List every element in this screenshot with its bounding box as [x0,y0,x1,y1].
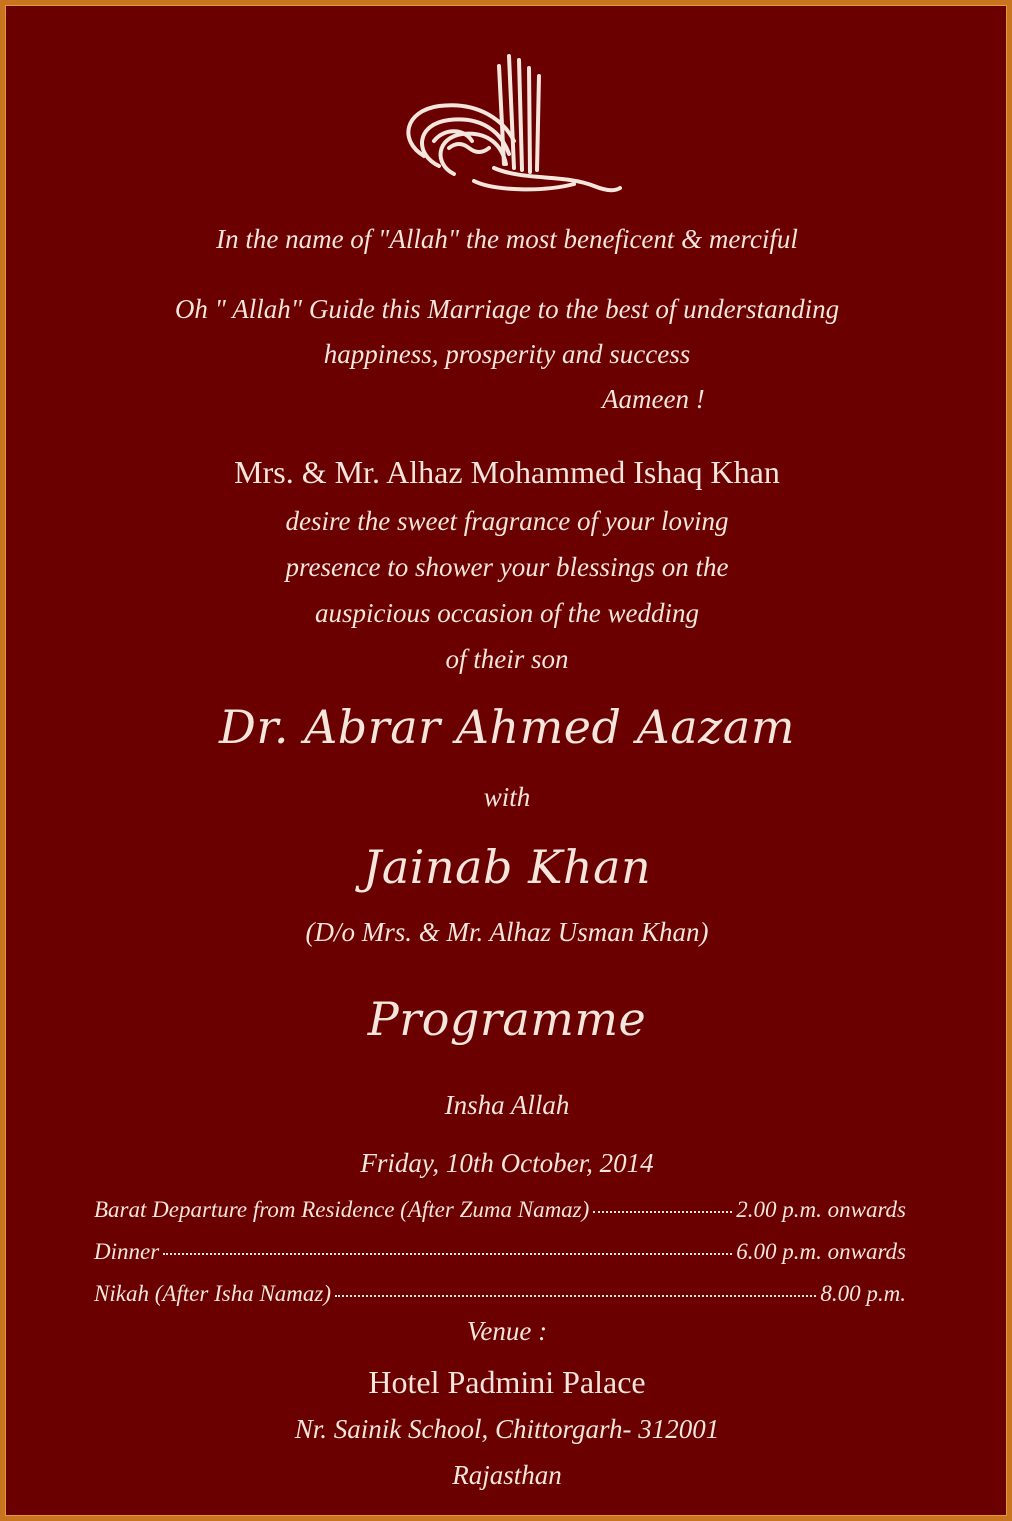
dot-leader [593,1188,732,1213]
bride-parents: (D/o Mrs. & Mr. Alhaz Usman Khan) [305,917,709,947]
programme-date: Friday, 10th October, 2014 [360,1148,654,1178]
invitation-card [5,5,1007,1516]
venue-state: Rajasthan [452,1460,562,1490]
venue-address: Nr. Sainik School, Chittorgarh- 312001 [294,1414,720,1444]
event-time: 6.00 p.m. onwards [736,1239,906,1264]
programme-row [94,1234,906,1263]
host-line-3: auspicious occasion of the wedding [315,598,699,628]
programme-heading: Programme [367,992,647,1046]
opening-line: In the name of "Allah" the most beneficent & merciful [216,224,798,254]
bride-name: Jainab Khan [362,840,652,894]
venue-label: Venue : [466,1316,548,1346]
groom-name: Dr. Abrar Ahmed Aazam [219,700,795,754]
host-names: Mrs. & Mr. Alhaz Mohammed Ishaq Khan [234,454,780,490]
event-name: Nikah (After Isha Namaz) [94,1281,332,1306]
host-line-4: of their son [445,644,569,674]
insha-allah-text: Insha Allah [444,1090,570,1120]
prayer-line-1: Oh " Allah" Guide this Marriage to the best of understanding [174,294,840,324]
event-name: Barat Departure from Residence (After Zuma Namaz) [94,1197,590,1222]
event-time: 8.00 p.m. [820,1281,906,1306]
event-time: 2.00 p.m. onwards [736,1197,906,1222]
with-text: with [483,782,531,812]
prayer-line-2: happiness, prosperity and success [323,339,691,369]
event-name: Dinner [94,1239,160,1264]
host-line-2: presence to shower your blessings on the [285,552,729,582]
programme-row [94,1276,906,1305]
ameen-text: Aameen ! [602,384,705,414]
dot-leader [163,1230,732,1255]
venue-name: Hotel Padmini Palace [368,1364,646,1400]
host-line-1: desire the sweet fragrance of your loving [285,506,729,536]
bismillah-calligraphy-icon [394,46,624,206]
dot-leader [335,1272,816,1297]
programme-row [94,1192,906,1221]
